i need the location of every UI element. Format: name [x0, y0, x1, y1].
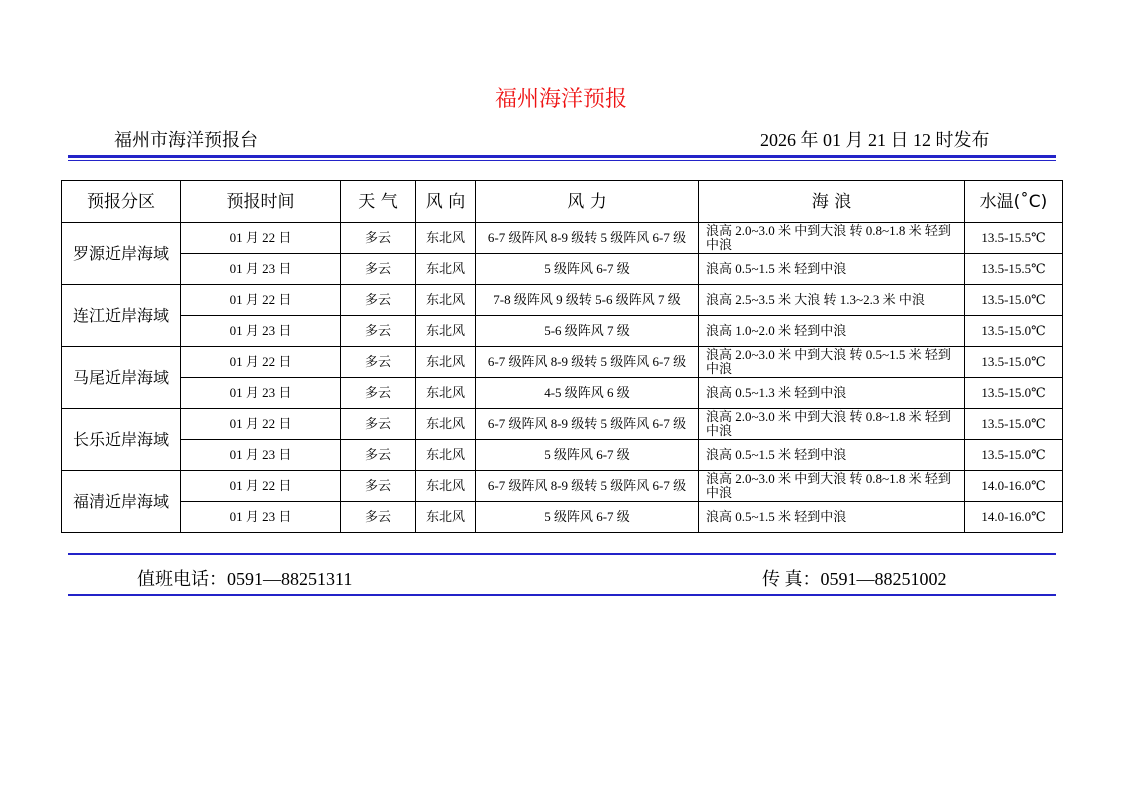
page-title: 福州海洋预报	[494, 86, 627, 111]
wind-direction: 东北风	[416, 223, 476, 254]
water-temp: 13.5-15.0℃	[965, 347, 1063, 378]
weather: 多云	[341, 223, 416, 254]
wind-direction: 东北风	[416, 347, 476, 378]
issue-time: 2026 年 01 月 21 日 12 时发布	[760, 130, 990, 150]
water-temp: 14.0-16.0℃	[965, 502, 1063, 533]
water-temp: 14.0-16.0℃	[965, 471, 1063, 502]
wind-force: 5 级阵风 6-7 级	[476, 254, 699, 285]
table-row	[62, 223, 1063, 254]
wind-direction: 东北风	[416, 409, 476, 440]
water-temp: 13.5-15.0℃	[965, 409, 1063, 440]
table-header-row	[62, 181, 1063, 223]
forecast-date: 01 月 23 日	[181, 502, 341, 533]
table-row	[62, 471, 1063, 502]
header-wind-force: 风 力	[476, 181, 699, 223]
issuer-name: 福州市海洋预报台	[114, 130, 258, 150]
water-temp: 13.5-15.0℃	[965, 285, 1063, 316]
water-temp: 13.5-15.0℃	[965, 440, 1063, 471]
header-area: 预报分区	[62, 181, 181, 223]
wave: 浪高 0.5~1.5 米 轻到中浪	[699, 440, 965, 471]
area-name: 罗源近岸海域	[62, 223, 181, 285]
header-weather: 天 气	[341, 181, 416, 223]
area-name: 福清近岸海域	[62, 471, 181, 533]
wind-direction: 东北风	[416, 285, 476, 316]
header-wind-direction: 风 向	[416, 181, 476, 223]
wave: 浪高 2.0~3.0 米 中到大浪 转 0.5~1.5 米 轻到中浪	[699, 347, 965, 378]
wind-force: 6-7 级阵风 8-9 级转 5 级阵风 6-7 级	[476, 471, 699, 502]
weather: 多云	[341, 502, 416, 533]
wind-direction: 东北风	[416, 316, 476, 347]
area-name: 连江近岸海域	[62, 285, 181, 347]
weather: 多云	[341, 378, 416, 409]
forecast-date: 01 月 22 日	[181, 409, 341, 440]
table-row	[62, 254, 1063, 285]
weather: 多云	[341, 316, 416, 347]
wind-direction: 东北风	[416, 254, 476, 285]
area-name: 长乐近岸海域	[62, 409, 181, 471]
wind-force: 5 级阵风 6-7 级	[476, 502, 699, 533]
wave: 浪高 0.5~1.3 米 轻到中浪	[699, 378, 965, 409]
wind-force: 6-7 级阵风 8-9 级转 5 级阵风 6-7 级	[476, 347, 699, 378]
header-water-temp: 水温(˚C)	[965, 181, 1063, 223]
wind-force: 5-6 级阵风 7 级	[476, 316, 699, 347]
table-row	[62, 502, 1063, 533]
forecast-date: 01 月 22 日	[181, 347, 341, 378]
wind-direction: 东北风	[416, 471, 476, 502]
forecast-date: 01 月 23 日	[181, 254, 341, 285]
wave: 浪高 0.5~1.5 米 轻到中浪	[699, 502, 965, 533]
table-row	[62, 409, 1063, 440]
wind-force: 7-8 级阵风 9 级转 5-6 级阵风 7 级	[476, 285, 699, 316]
header-wave: 海 浪	[699, 181, 965, 223]
table-row	[62, 378, 1063, 409]
water-temp: 13.5-15.0℃	[965, 316, 1063, 347]
forecast-date: 01 月 23 日	[181, 316, 341, 347]
wave: 浪高 0.5~1.5 米 轻到中浪	[699, 254, 965, 285]
footer-bottom-divider	[68, 594, 1056, 596]
wave: 浪高 2.0~3.0 米 中到大浪 转 0.8~1.8 米 轻到中浪	[699, 471, 965, 502]
table-row	[62, 440, 1063, 471]
wind-force: 6-7 级阵风 8-9 级转 5 级阵风 6-7 级	[476, 223, 699, 254]
header-time: 预报时间	[181, 181, 341, 223]
table-row	[62, 347, 1063, 378]
forecast-date: 01 月 23 日	[181, 440, 341, 471]
wind-force: 5 级阵风 6-7 级	[476, 440, 699, 471]
water-temp: 13.5-15.5℃	[965, 223, 1063, 254]
water-temp: 13.5-15.5℃	[965, 254, 1063, 285]
forecast-date: 01 月 22 日	[181, 223, 341, 254]
footer-top-divider	[68, 553, 1056, 555]
weather: 多云	[341, 285, 416, 316]
header-divider	[68, 155, 1056, 161]
area-name: 马尾近岸海域	[62, 347, 181, 409]
weather: 多云	[341, 347, 416, 378]
wave: 浪高 2.0~3.0 米 中到大浪 转 0.8~1.8 米 轻到中浪	[699, 223, 965, 254]
wave: 浪高 2.5~3.5 米 大浪 转 1.3~2.3 米 中浪	[699, 285, 965, 316]
table-row	[62, 285, 1063, 316]
table-row	[62, 316, 1063, 347]
weather: 多云	[341, 409, 416, 440]
weather: 多云	[341, 254, 416, 285]
water-temp: 13.5-15.0℃	[965, 378, 1063, 409]
wind-direction: 东北风	[416, 502, 476, 533]
forecast-date: 01 月 22 日	[181, 285, 341, 316]
fax-number: 传 真：0591—88251002	[762, 569, 947, 589]
forecast-date: 01 月 22 日	[181, 471, 341, 502]
duty-phone: 值班电话：0591—88251311	[137, 569, 353, 589]
wind-direction: 东北风	[416, 440, 476, 471]
wave: 浪高 1.0~2.0 米 轻到中浪	[699, 316, 965, 347]
forecast-date: 01 月 23 日	[181, 378, 341, 409]
forecast-table	[61, 180, 1063, 533]
weather: 多云	[341, 471, 416, 502]
wind-force: 4-5 级阵风 6 级	[476, 378, 699, 409]
wind-direction: 东北风	[416, 378, 476, 409]
wave: 浪高 2.0~3.0 米 中到大浪 转 0.8~1.8 米 轻到中浪	[699, 409, 965, 440]
wind-force: 6-7 级阵风 8-9 级转 5 级阵风 6-7 级	[476, 409, 699, 440]
weather: 多云	[341, 440, 416, 471]
